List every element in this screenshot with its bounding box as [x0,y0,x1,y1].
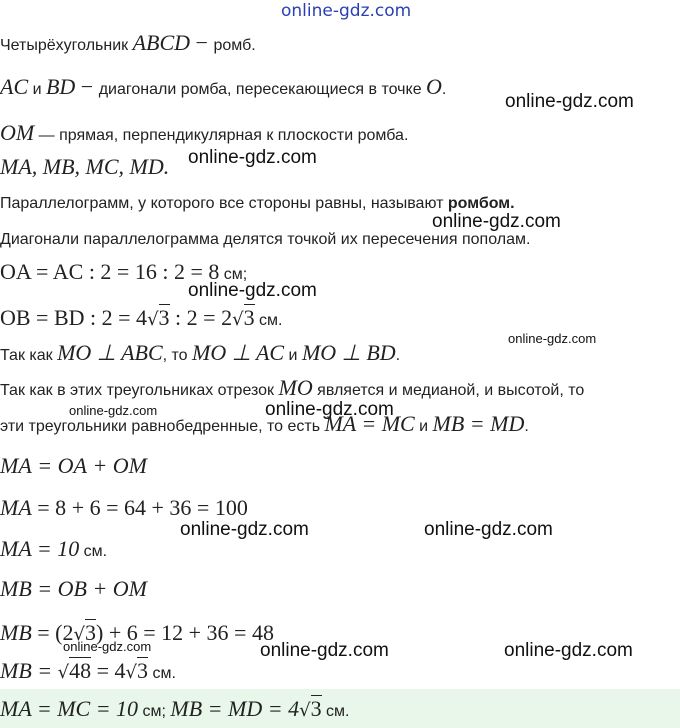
line-4: MA, MB, MC, MD. [0,154,170,179]
watermark-top: online-gdz.com [281,1,412,21]
line-15: MB = OB + OM [0,576,147,601]
line-2: AC и BD − диагонали ромба, пересекающиеся в точке O. [0,74,447,99]
watermark: online-gdz.com [188,280,317,301]
line-3: OM — прямая, перпендикулярная к плоскости ромба. [0,120,409,145]
watermark: online-gdz.com [260,640,389,661]
watermark: online-gdz.com [180,519,309,540]
line-9: Так как MO ⊥ ABC, то MO ⊥ AC и MO ⊥ BD. [0,340,401,365]
watermark: online-gdz.com [188,147,317,168]
watermark: online-gdz.com [424,519,553,540]
watermark: online-gdz.com [505,91,634,112]
line-10: Так как в этих треугольниках отрезок MO является и медианой, и высотой, то [0,375,585,400]
line-13: MA = 8 + 6 = 64 + 36 = 100 [0,495,248,520]
watermark: online-gdz.com [432,211,561,232]
line-5: Параллелограмм, у которого все стороны равны, называют ромбом. [0,195,515,212]
line-12: MA = OA + OM [0,453,147,478]
line-11: эти треугольники равнобедренные, то есть MA = MC и MB = MD. [0,411,529,436]
answer-line: MA = MC = 10 см; MB = MD = 4√3 см. [0,696,350,721]
watermark: online-gdz.com [63,639,152,654]
line-8: OB = BD : 2 = 4√3 : 2 = 2√3 см. [0,305,283,330]
line-1: Четырёхугольник ABCD − ромб. [0,30,256,55]
line-6: Диагонали параллелограмма делятся точкой их пересечения пополам. [0,231,531,248]
watermark: online-gdz.com [69,403,158,418]
line-7: OA = AC : 2 = 16 : 2 = 8 см; [0,259,248,284]
watermark: online-gdz.com [504,640,633,661]
line-14: MA = 10 см. [0,536,108,561]
watermark: online-gdz.com [508,331,597,346]
line-16: MB = (2√3) + 6 = 12 + 36 = 48 [0,620,274,645]
line-17: MB = √48 = 4√3 см. [0,658,176,683]
watermark: online-gdz.com [265,399,394,420]
